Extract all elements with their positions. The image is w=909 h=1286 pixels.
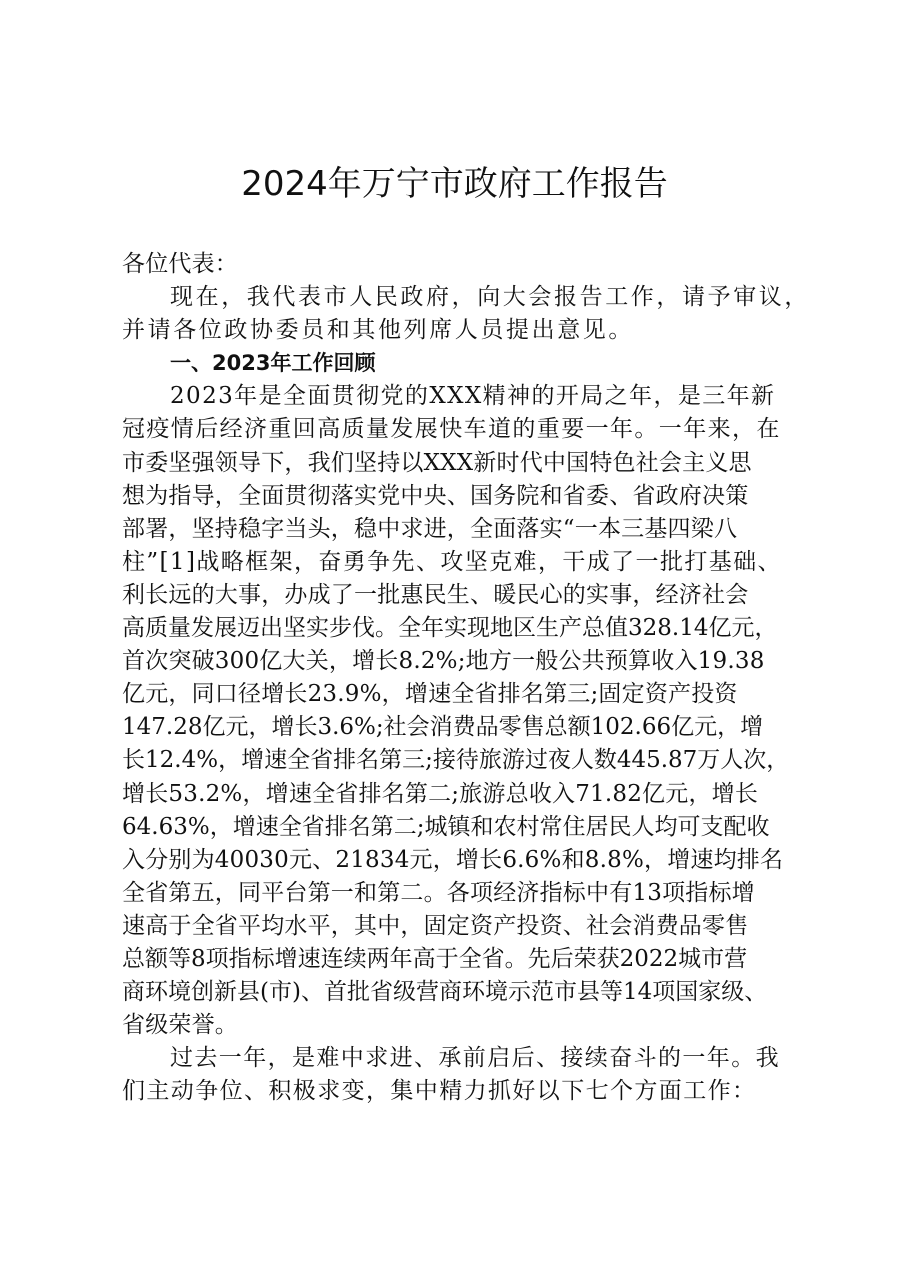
paragraph-line: 利长远的大事，办成了一批惠民生、暖民心的实事，经济社会 xyxy=(122,581,749,608)
paragraph-line: 147.28亿元，增长3.6%;社会消费品零售总额102.66亿元，增 xyxy=(122,714,764,741)
paragraph-line: 市委坚强领导下，我们坚持以XXX新时代中国特色社会主义思 xyxy=(122,449,752,476)
paragraph-line: 过去一年，是难中求进、承前启后、接续奋斗的一年。我 xyxy=(170,1045,780,1072)
document-body xyxy=(122,248,812,1108)
paragraph-line: 现在，我代表市人民政府，向大会报告工作，请予审议， xyxy=(170,284,810,311)
paragraph-line: 高质量发展迈出坚实步伐。全年实现地区生产总值328.14亿元， xyxy=(122,615,778,642)
paragraph-line: 商环境创新县(市)、首批省级营商环境示范市县等14项国家级、 xyxy=(122,979,768,1006)
paragraph-line: 首次突破300亿大关，增长8.2%;地方一般公共预算收入19.38 xyxy=(122,648,765,675)
paragraph-line: 柱”[1]战略框架，奋勇争先、攻坚克难，干成了一批打基础、 xyxy=(122,548,782,575)
paragraph-line: 全省第五，同平台第一和第二。各项经济指标中有13项指标增 xyxy=(122,879,755,906)
paragraph-line: 并请各位政协委员和其他列席人员提出意见。 xyxy=(122,317,634,344)
paragraph-line: 长12.4%，增速全省排名第三;接待旅游过夜人数445.87万人次， xyxy=(122,747,790,774)
paragraph-line: 总额等8项指标增速连续两年高于全省。先后荣获2022城市营 xyxy=(122,945,748,972)
paragraph-line: 部署，坚持稳字当头，稳中求进，全面落实“一本三基四梁八 xyxy=(122,515,738,542)
paragraph-line: 64.63%，增速全省排名第二;城镇和农村常住居民人均可支配收 xyxy=(122,813,770,840)
salutation: 各位代表： xyxy=(122,251,238,277)
paragraph-line: 2023年是全面贯彻党的XXX精神的开局之年，是三年新 xyxy=(170,383,776,410)
paragraph-line: 亿元，同口径增长23.9%，增速全省排名第三;固定资产投资 xyxy=(122,681,738,708)
paragraph-line: 入分别为40030元、21834元，增长6.6%和8.8%，增速均排名 xyxy=(122,846,784,873)
section-heading: 一、2023年工作回顾 xyxy=(170,351,376,376)
paragraph-line: 增长53.2%，增速全省排名第二;旅游总收入71.82亿元，增长 xyxy=(122,780,759,807)
paragraph-line: 想为指导，全面贯彻落实党中央、国务院和省委、省政府决策 xyxy=(122,482,749,509)
document-title: 2024年万宁市政府工作报告 xyxy=(241,164,668,204)
paragraph-line: 们主动争位、积极求变，集中精力抓好以下七个方面工作： xyxy=(122,1078,757,1105)
paragraph-line: 冠疫情后经济重回高质量发展快车道的重要一年。一年来，在 xyxy=(122,416,781,443)
paragraph-line: 速高于全省平均水平，其中，固定资产投资、社会消费品零售 xyxy=(122,912,749,939)
paragraph-line: 省级荣誉。 xyxy=(122,1012,238,1039)
